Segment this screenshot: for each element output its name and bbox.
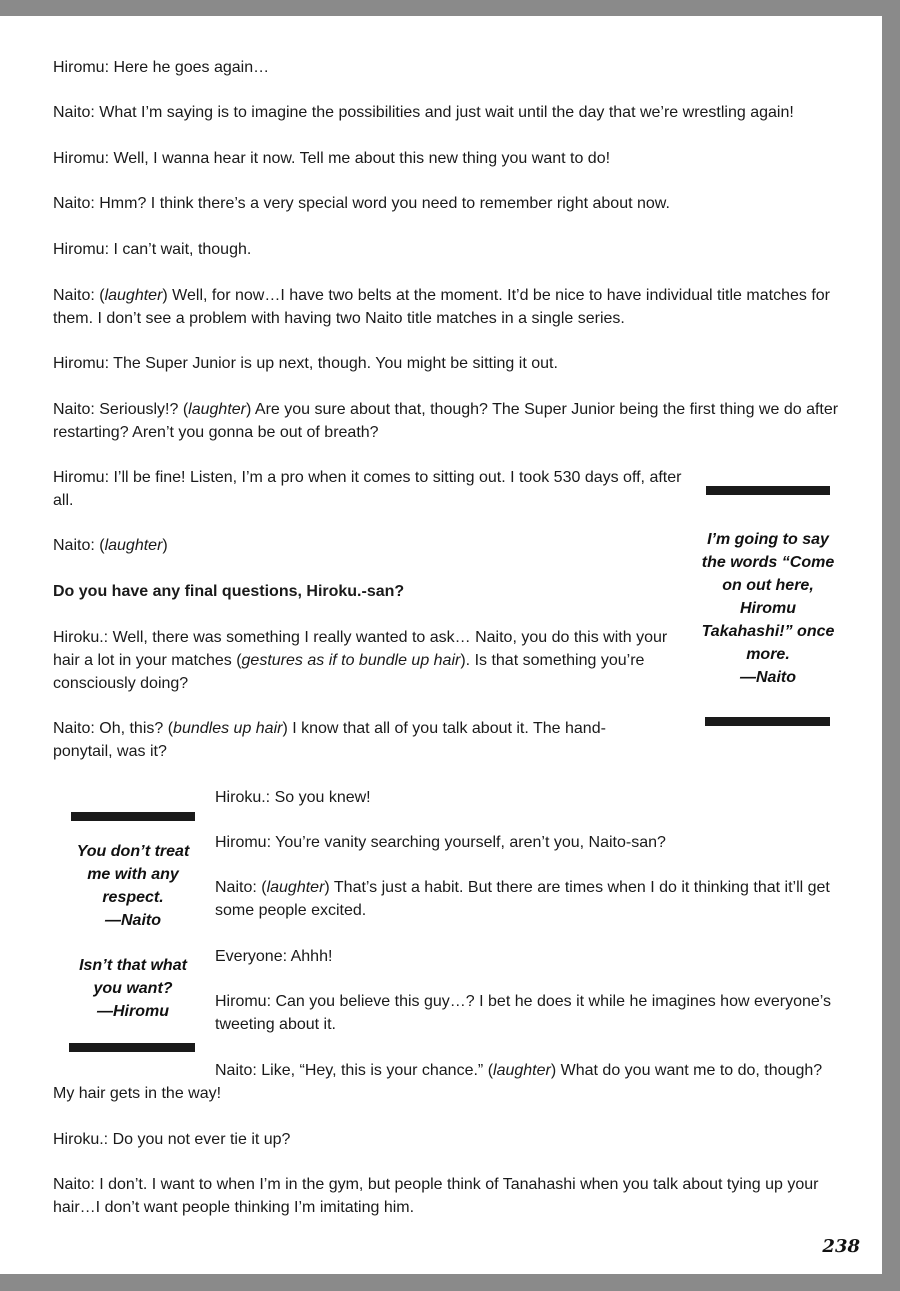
dialogue-line: Naito: (laughter) That’s just a habit. But there are times when I do it thinking that it’ll get some people excited. (215, 879, 830, 919)
dialogue-line: Hiromu: I can’t wait, though. (53, 241, 252, 258)
pull-quote-text: I’m going to say the words “Come on out here, Hiromu Takahashi!” once more. (701, 531, 835, 663)
dialogue-line: Naito: Hmm? I think there’s a very special word you need to remember right about now. (53, 195, 670, 212)
dialogue-line: Naito: (laughter) Well, for now…I have two belts at the moment. It’d be nice to have individual title matches for them. I don’t see a problem with having two Naito title matches in a single series. (53, 287, 830, 327)
pull-quote-left (70, 840, 196, 932)
dialogue-line: Naito: Oh, this? (bundles up hair) I know that all of you talk about it. The hand-ponytail, was it? (53, 720, 606, 760)
dialogue-line: Hiromu: Can you believe this guy…? I bet he does it while he imagines how everyone’s tweeting about it. (215, 993, 832, 1033)
dialogue-line: Hiroku.: Do you not ever tie it up? (53, 1131, 291, 1148)
dialogue-line: Hiromu: You’re vanity searching yourself, aren’t you, Naito-san? (215, 834, 666, 851)
dialogue-line: Naito: What I’m saying is to imagine the possibilities and just wait until the day that we’re wrestling again! (53, 104, 794, 121)
dialogue-line: Naito: Seriously!? (laughter) Are you sure about that, though? The Super Junior being the first thing we do after restarting? Aren’t you gonna be out of breath? (53, 401, 839, 441)
pull-quote-attribution: —Hiromu (97, 1003, 169, 1020)
page-number: 238 (822, 1236, 860, 1257)
dialogue-line: Naito: (laughter) (53, 537, 168, 554)
pull-quote-attribution: —Naito (105, 912, 161, 929)
pull-quote-text: Isn’t that what you want? (79, 957, 187, 997)
pull-quote-top-bar (71, 812, 195, 821)
pull-quote-bottom-bar (69, 1043, 195, 1052)
dialogue-line: Everyone: Ahhh! (215, 948, 333, 965)
pull-quote-left-second (70, 954, 196, 1023)
dialogue-line: Naito: I don’t. I want to when I’m in the gym, but people think of Tanahashi when you talk about tying up your hair…I don’t want people thinking I’m imitating him. (53, 1176, 819, 1216)
dialogue-line: Hiromu: Well, I wanna hear it now. Tell me about this new thing you want to do! (53, 150, 611, 167)
dialogue-line: Hiromu: The Super Junior is up next, though. You might be sitting it out. (53, 355, 558, 372)
pull-quote-attribution: —Naito (740, 669, 796, 686)
interviewer-question: Do you have any final questions, Hiroku.-san? (53, 583, 405, 600)
dialogue-line-continued: My hair gets in the way! (53, 1085, 222, 1102)
pull-quote-right (700, 528, 836, 689)
dialogue-line: Hiromu: Here he goes again… (53, 59, 270, 76)
dialogue-line: Hiroku.: So you knew! (215, 789, 371, 806)
dialogue-line: Hiroku.: Well, there was something I really wanted to ask… Naito, you do this with your hair a lot in your matches (gestures as if to bundle up hair). Is that something you’re consciously doing? (53, 629, 668, 692)
dialogue-line: Naito: Like, “Hey, this is your chance.” (laughter) What do you want me to do, though? (215, 1062, 823, 1079)
pull-quote-bottom-bar (705, 717, 830, 726)
dialogue-line: Hiromu: I’ll be fine! Listen, I’m a pro when it comes to sitting out. I took 530 days off, after all. (53, 469, 682, 509)
pull-quote-text: You don’t treat me with any respect. (76, 843, 190, 906)
pull-quote-top-bar (706, 486, 830, 495)
document-page (0, 16, 882, 1274)
